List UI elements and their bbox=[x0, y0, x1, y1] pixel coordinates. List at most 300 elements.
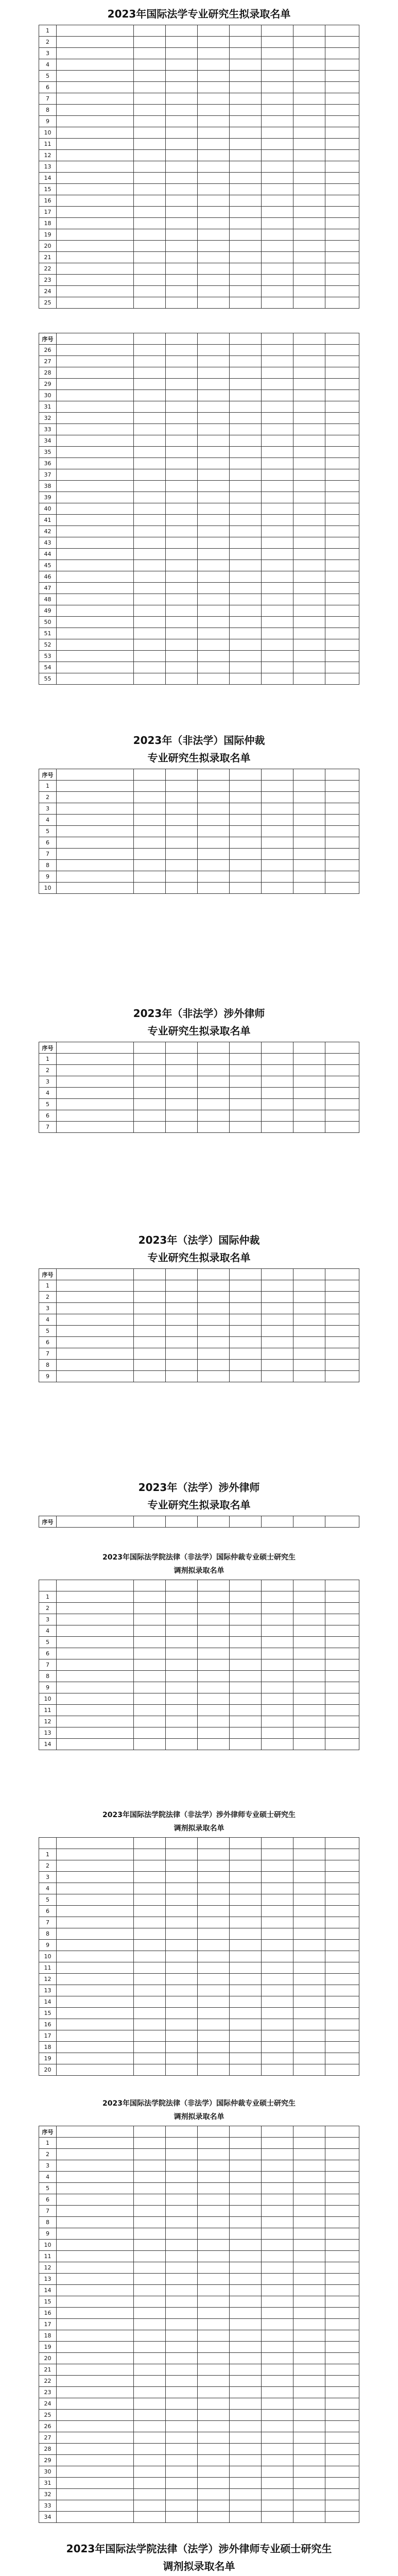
column-header bbox=[262, 1516, 293, 1528]
table-cell bbox=[166, 1705, 198, 1716]
table-cell bbox=[57, 1303, 134, 1314]
table-cell: 54 bbox=[39, 662, 57, 673]
table-cell bbox=[293, 2030, 325, 2042]
table-cell bbox=[262, 583, 293, 594]
table-cell bbox=[230, 503, 262, 515]
table-row bbox=[39, 883, 359, 894]
table-header-row bbox=[39, 333, 359, 345]
table-cell bbox=[166, 1917, 198, 1928]
table-cell bbox=[230, 2274, 262, 2285]
table-cell bbox=[230, 379, 262, 390]
table-cell bbox=[262, 2251, 293, 2262]
table-cell bbox=[166, 2019, 198, 2030]
table-cell bbox=[325, 2240, 359, 2251]
table-cell bbox=[325, 2296, 359, 2308]
table-cell bbox=[198, 2217, 230, 2228]
column-header bbox=[166, 1580, 198, 1591]
table-cell bbox=[198, 2455, 230, 2466]
list-section bbox=[0, 1226, 398, 1473]
table-cell bbox=[134, 59, 166, 71]
table-cell bbox=[230, 2444, 262, 2455]
column-header bbox=[230, 1269, 262, 1280]
table-cell bbox=[198, 263, 230, 275]
table-row bbox=[39, 2376, 359, 2387]
list-section bbox=[0, 1473, 398, 1546]
table-row bbox=[39, 1951, 359, 1962]
table-cell bbox=[57, 617, 134, 628]
table-row bbox=[39, 413, 359, 424]
list-section bbox=[0, 2092, 398, 2535]
table-cell bbox=[325, 1716, 359, 1727]
table-cell bbox=[325, 173, 359, 184]
table-cell bbox=[198, 526, 230, 537]
table-cell bbox=[198, 673, 230, 685]
table-cell bbox=[166, 2194, 198, 2206]
table-cell bbox=[134, 93, 166, 105]
table-cell bbox=[325, 184, 359, 195]
table-cell bbox=[325, 2364, 359, 2376]
section-title: 2023年（法学）涉外律师 bbox=[138, 1481, 260, 1494]
table-cell bbox=[230, 263, 262, 275]
table-cell bbox=[57, 781, 134, 792]
table-row bbox=[39, 2444, 359, 2455]
table-cell bbox=[262, 469, 293, 481]
table-cell bbox=[198, 286, 230, 297]
table-cell bbox=[166, 2455, 198, 2466]
column-header bbox=[134, 1580, 166, 1591]
table-cell bbox=[134, 1917, 166, 1928]
table-cell bbox=[293, 2466, 325, 2478]
table-cell bbox=[325, 2217, 359, 2228]
table-row bbox=[39, 1849, 359, 1860]
list-section bbox=[0, 1803, 398, 2092]
table-cell bbox=[57, 379, 134, 390]
table-cell bbox=[325, 1860, 359, 1872]
table-cell bbox=[293, 263, 325, 275]
table-cell bbox=[325, 2285, 359, 2296]
table-cell bbox=[325, 1614, 359, 1625]
table-row bbox=[39, 1303, 359, 1314]
table-cell bbox=[230, 2387, 262, 2398]
table-cell: 8 bbox=[39, 860, 57, 871]
table-cell: 37 bbox=[39, 469, 57, 481]
table-cell bbox=[134, 2398, 166, 2410]
table-cell bbox=[325, 2500, 359, 2512]
table-cell bbox=[166, 195, 198, 207]
table-cell bbox=[262, 127, 293, 139]
table-row bbox=[39, 639, 359, 651]
table-cell bbox=[262, 1280, 293, 1292]
table-row bbox=[39, 469, 359, 481]
table-cell bbox=[325, 1671, 359, 1682]
table-cell bbox=[325, 161, 359, 173]
table-cell bbox=[57, 871, 134, 883]
table-cell: 15 bbox=[39, 184, 57, 195]
table-cell bbox=[166, 2444, 198, 2455]
table-cell bbox=[293, 25, 325, 37]
table-cell bbox=[262, 837, 293, 849]
table-cell bbox=[262, 1996, 293, 2008]
table-cell bbox=[198, 379, 230, 390]
table-cell bbox=[230, 82, 262, 93]
table-cell bbox=[325, 2064, 359, 2076]
table-cell bbox=[134, 2421, 166, 2432]
table-cell bbox=[262, 367, 293, 379]
table-cell: 30 bbox=[39, 2466, 57, 2478]
table-cell bbox=[134, 2042, 166, 2053]
table-cell bbox=[325, 781, 359, 792]
table-cell bbox=[166, 2421, 198, 2432]
table-cell: 38 bbox=[39, 481, 57, 492]
table-cell bbox=[134, 583, 166, 594]
table-cell bbox=[293, 2183, 325, 2194]
table-cell: 26 bbox=[39, 345, 57, 356]
table-cell bbox=[293, 1917, 325, 1928]
table-cell bbox=[262, 2421, 293, 2432]
table-cell bbox=[134, 1591, 166, 1603]
table-cell bbox=[325, 2206, 359, 2217]
table-cell bbox=[230, 1614, 262, 1625]
list-section bbox=[0, 999, 398, 1226]
table-cell bbox=[293, 161, 325, 173]
table-cell bbox=[262, 1614, 293, 1625]
table-cell bbox=[262, 1122, 293, 1133]
table-cell bbox=[166, 1088, 198, 1099]
table-cell bbox=[198, 1648, 230, 1659]
column-header bbox=[293, 1838, 325, 1849]
table-cell bbox=[293, 826, 325, 837]
table-cell bbox=[166, 435, 198, 447]
table-row bbox=[39, 1693, 359, 1705]
table-cell bbox=[230, 537, 262, 549]
table-cell bbox=[198, 2410, 230, 2421]
table-cell bbox=[262, 2512, 293, 2523]
admission-table bbox=[39, 1516, 359, 1528]
table-cell bbox=[198, 229, 230, 241]
table-cell bbox=[293, 286, 325, 297]
section-title: 专业研究生拟录取名单 bbox=[147, 1251, 251, 1264]
column-header bbox=[262, 769, 293, 781]
table-cell: 10 bbox=[39, 883, 57, 894]
table-cell: 4 bbox=[39, 59, 57, 71]
table-cell bbox=[134, 503, 166, 515]
table-cell bbox=[166, 2251, 198, 2262]
column-header bbox=[293, 1042, 325, 1054]
table-cell bbox=[134, 515, 166, 526]
table-cell bbox=[325, 2342, 359, 2353]
table-cell bbox=[230, 2308, 262, 2319]
table-cell bbox=[198, 628, 230, 639]
table-cell bbox=[198, 605, 230, 617]
table-cell bbox=[325, 1314, 359, 1326]
table-cell bbox=[57, 2353, 134, 2364]
table-cell bbox=[262, 218, 293, 229]
table-cell: 39 bbox=[39, 492, 57, 503]
table-cell bbox=[57, 1088, 134, 1099]
table-cell bbox=[198, 2228, 230, 2240]
table-cell bbox=[262, 139, 293, 150]
table-cell bbox=[262, 1860, 293, 1872]
table-cell bbox=[325, 1054, 359, 1065]
table-cell bbox=[325, 2149, 359, 2160]
table-cell: 1 bbox=[39, 781, 57, 792]
table-cell bbox=[262, 1962, 293, 1974]
table-cell bbox=[262, 356, 293, 367]
table-cell bbox=[262, 2183, 293, 2194]
table-cell: 13 bbox=[39, 2274, 57, 2285]
table-row bbox=[39, 2053, 359, 2064]
table-cell bbox=[57, 1727, 134, 1739]
column-header bbox=[39, 1838, 57, 1849]
table-cell bbox=[57, 492, 134, 503]
table-cell bbox=[166, 71, 198, 82]
table-row bbox=[39, 549, 359, 560]
table-cell bbox=[262, 447, 293, 458]
table-cell bbox=[134, 2183, 166, 2194]
table-cell bbox=[134, 1682, 166, 1693]
table-row bbox=[39, 803, 359, 815]
table-row bbox=[39, 2489, 359, 2500]
section-title: 2023年（法学）国际仲裁 bbox=[138, 1234, 260, 1246]
table-cell bbox=[230, 207, 262, 218]
table-cell bbox=[57, 2274, 134, 2285]
table-cell bbox=[57, 1906, 134, 1917]
table-cell bbox=[198, 594, 230, 605]
table-cell: 6 bbox=[39, 82, 57, 93]
table-cell bbox=[134, 2478, 166, 2489]
column-header bbox=[134, 1838, 166, 1849]
table-cell bbox=[293, 1348, 325, 1360]
table-cell: 7 bbox=[39, 2206, 57, 2217]
table-row bbox=[39, 48, 359, 59]
table-cell bbox=[57, 2206, 134, 2217]
table-cell bbox=[262, 1659, 293, 1671]
table-row bbox=[39, 37, 359, 48]
table-row bbox=[39, 2353, 359, 2364]
table-cell bbox=[230, 218, 262, 229]
table-cell bbox=[134, 537, 166, 549]
table-cell bbox=[293, 1292, 325, 1303]
table-cell bbox=[134, 2217, 166, 2228]
table-cell bbox=[230, 1348, 262, 1360]
table-cell bbox=[57, 2160, 134, 2172]
table-cell bbox=[166, 2432, 198, 2444]
table-cell bbox=[262, 2444, 293, 2455]
table-row bbox=[39, 1337, 359, 1348]
column-header bbox=[57, 1580, 134, 1591]
table-cell: 2 bbox=[39, 1860, 57, 1872]
table-cell bbox=[198, 2376, 230, 2387]
table-cell bbox=[325, 1985, 359, 1996]
table-cell bbox=[262, 571, 293, 583]
table-cell bbox=[262, 2064, 293, 2076]
table-cell bbox=[166, 537, 198, 549]
table-cell bbox=[262, 2149, 293, 2160]
table-cell bbox=[198, 2466, 230, 2478]
table-cell bbox=[262, 549, 293, 560]
table-row bbox=[39, 367, 359, 379]
list-section bbox=[0, 2535, 398, 2576]
table-cell bbox=[230, 2512, 262, 2523]
table-cell bbox=[293, 2251, 325, 2262]
table-row bbox=[39, 2160, 359, 2172]
table-cell bbox=[134, 883, 166, 894]
column-header bbox=[166, 1042, 198, 1054]
table-cell bbox=[134, 2489, 166, 2500]
table-row bbox=[39, 2194, 359, 2206]
table-cell bbox=[262, 1076, 293, 1088]
table-cell bbox=[198, 127, 230, 139]
table-row bbox=[39, 628, 359, 639]
table-cell bbox=[57, 1917, 134, 1928]
table-cell bbox=[57, 1693, 134, 1705]
table-cell bbox=[262, 2160, 293, 2172]
table-cell bbox=[262, 2042, 293, 2053]
table-cell bbox=[262, 1985, 293, 1996]
column-header: 序号 bbox=[39, 1269, 57, 1280]
table-cell bbox=[57, 2512, 134, 2523]
section-title: 2023年国际法学院法律（非法学）涉外律师专业硕士研究生 bbox=[102, 1811, 296, 1819]
table-cell bbox=[325, 2444, 359, 2455]
table-cell bbox=[262, 2274, 293, 2285]
table-cell bbox=[293, 71, 325, 82]
table-cell bbox=[166, 356, 198, 367]
table-cell bbox=[293, 1872, 325, 1883]
table-cell bbox=[230, 1065, 262, 1076]
table-cell bbox=[325, 2466, 359, 2478]
table-cell bbox=[325, 2432, 359, 2444]
table-cell bbox=[57, 1337, 134, 1348]
table-cell bbox=[166, 549, 198, 560]
table-cell bbox=[262, 826, 293, 837]
table-cell bbox=[293, 2285, 325, 2296]
table-cell bbox=[325, 1280, 359, 1292]
table-cell bbox=[262, 1872, 293, 1883]
table-cell bbox=[325, 1326, 359, 1337]
table-header-row bbox=[39, 769, 359, 781]
table-cell bbox=[134, 413, 166, 424]
table-cell bbox=[262, 2206, 293, 2217]
table-cell bbox=[166, 2274, 198, 2285]
table-cell bbox=[134, 71, 166, 82]
table-cell bbox=[293, 481, 325, 492]
table-cell bbox=[198, 71, 230, 82]
table-cell bbox=[293, 1603, 325, 1614]
table-cell bbox=[262, 1603, 293, 1614]
table-cell bbox=[325, 492, 359, 503]
table-cell bbox=[57, 1985, 134, 1996]
table-row bbox=[39, 781, 359, 792]
table-cell bbox=[325, 275, 359, 286]
table-cell bbox=[198, 2421, 230, 2432]
admission-table bbox=[39, 1837, 359, 2076]
table-cell bbox=[293, 2364, 325, 2376]
table-row bbox=[39, 25, 359, 37]
table-row bbox=[39, 2138, 359, 2149]
table-cell bbox=[230, 2376, 262, 2387]
table-cell bbox=[262, 184, 293, 195]
table-row bbox=[39, 1996, 359, 2008]
table-cell bbox=[325, 2398, 359, 2410]
table-cell bbox=[134, 184, 166, 195]
table-cell bbox=[293, 367, 325, 379]
table-cell: 45 bbox=[39, 560, 57, 571]
table-cell bbox=[134, 826, 166, 837]
table-header-row bbox=[39, 1042, 359, 1054]
table-cell bbox=[57, 2500, 134, 2512]
table-cell bbox=[198, 849, 230, 860]
table-cell bbox=[293, 1860, 325, 1872]
table-cell bbox=[57, 2228, 134, 2240]
table-cell: 8 bbox=[39, 105, 57, 116]
table-cell bbox=[293, 1280, 325, 1292]
table-cell: 25 bbox=[39, 2410, 57, 2421]
column-header bbox=[230, 1838, 262, 1849]
table-cell: 18 bbox=[39, 2042, 57, 2053]
table-cell: 47 bbox=[39, 583, 57, 594]
table-cell bbox=[166, 628, 198, 639]
table-cell: 34 bbox=[39, 2512, 57, 2523]
table-cell bbox=[134, 2172, 166, 2183]
table-cell bbox=[57, 2053, 134, 2064]
table-cell bbox=[198, 139, 230, 150]
table-cell bbox=[198, 2019, 230, 2030]
table-cell: 42 bbox=[39, 526, 57, 537]
table-cell bbox=[134, 1637, 166, 1648]
table-cell bbox=[293, 1849, 325, 1860]
table-cell bbox=[230, 1076, 262, 1088]
table-cell: 6 bbox=[39, 1648, 57, 1659]
table-cell bbox=[293, 37, 325, 48]
table-cell bbox=[262, 651, 293, 662]
table-row bbox=[39, 2398, 359, 2410]
table-cell: 20 bbox=[39, 2353, 57, 2364]
table-cell: 1 bbox=[39, 1054, 57, 1065]
table-cell bbox=[262, 605, 293, 617]
table-cell bbox=[198, 515, 230, 526]
table-cell bbox=[57, 2410, 134, 2421]
table-cell bbox=[293, 2421, 325, 2432]
table-cell: 16 bbox=[39, 195, 57, 207]
table-cell bbox=[166, 1693, 198, 1705]
column-header bbox=[134, 333, 166, 345]
table-cell: 26 bbox=[39, 2421, 57, 2432]
table-cell bbox=[325, 2376, 359, 2387]
table-cell bbox=[57, 481, 134, 492]
table-cell bbox=[166, 1122, 198, 1133]
table-row bbox=[39, 116, 359, 127]
table-cell: 6 bbox=[39, 2194, 57, 2206]
table-cell bbox=[166, 1659, 198, 1671]
table-cell bbox=[166, 218, 198, 229]
table-row bbox=[39, 2330, 359, 2342]
table-cell bbox=[57, 184, 134, 195]
table-cell bbox=[325, 2053, 359, 2064]
table-cell bbox=[293, 515, 325, 526]
table-row bbox=[39, 837, 359, 849]
table-cell bbox=[262, 2019, 293, 2030]
table-cell bbox=[230, 1122, 262, 1133]
table-cell bbox=[166, 1928, 198, 1940]
table-cell bbox=[134, 1625, 166, 1637]
table-row bbox=[39, 617, 359, 628]
table-cell: 7 bbox=[39, 1122, 57, 1133]
column-header: 序号 bbox=[39, 1516, 57, 1528]
table-cell bbox=[57, 673, 134, 685]
table-cell: 11 bbox=[39, 1705, 57, 1716]
table-cell bbox=[198, 1894, 230, 1906]
table-cell bbox=[166, 184, 198, 195]
